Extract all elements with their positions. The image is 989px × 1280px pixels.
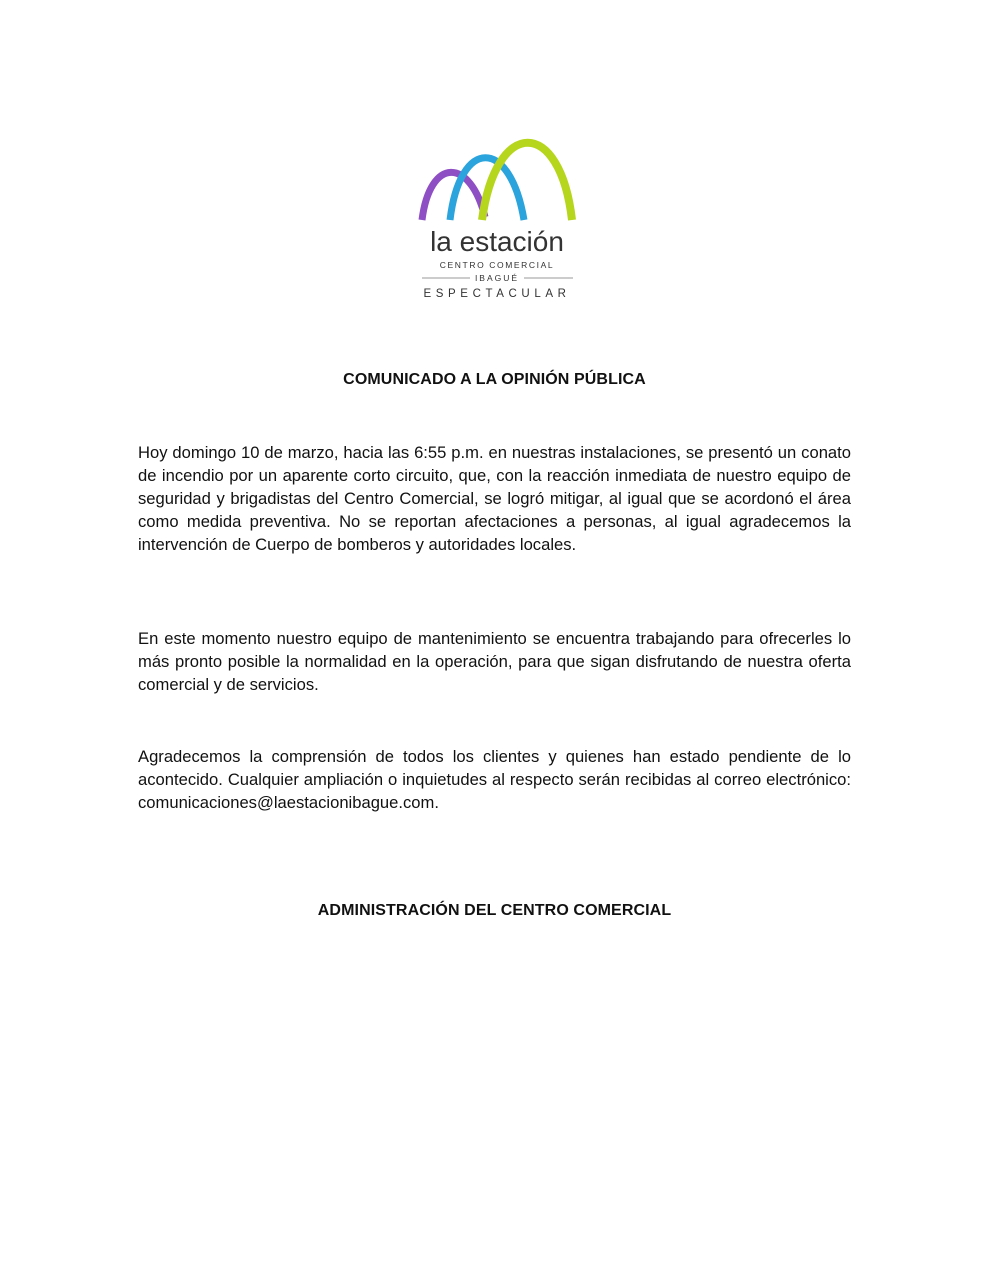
document-title: COMUNICADO A LA OPINIÓN PÚBLICA [343, 371, 646, 388]
paragraph-maintenance: En este momento nuestro equipo de mantenimiento se encuentra trabajando para ofrecerles lo más pronto posible la normalidad en la operación, para que sigan disfrutando de nuestra oferta comercial y de servicios. [138, 629, 851, 694]
paragraph-contact: Agradecemos la comprensión de todos los clientes y quienes han estado pendiente de lo acontecido. Cualquier ampliación o inquietudes al respecto serán recibidas al correo electrónico: comunicaciones@laestacionibague.com. [138, 747, 851, 812]
company-logo [410, 132, 585, 307]
green-arch-icon [482, 143, 572, 220]
logo-subtitle-line1: CENTRO COMERCIAL [439, 260, 555, 270]
paragraph-incident: Hoy domingo 10 de marzo, hacia las 6:55 p.m. en nuestras instalaciones, se presentó un conato de incendio por un aparente corto circuito, que, con la reacción inmediata de nuestro equipo de seguridad y brigadistas del Centro Comercial, se logró mitigar, al igual que se acordonó el área como medida preventiva. No se reportan afectaciones a personas, al igual agradecemos la intervención de Cuerpo de bomberos y autoridades locales. [138, 443, 851, 554]
logo-subtitle-line2: IBAGUÉ [474, 273, 520, 283]
document-signature: ADMINISTRACIÓN DEL CENTRO COMERCIAL [317, 902, 672, 919]
logo-wordmark: la estación [430, 226, 564, 257]
logo-arches-graphic [410, 132, 585, 307]
logo-subtitle-line3: ESPECTACULAR [423, 288, 571, 300]
